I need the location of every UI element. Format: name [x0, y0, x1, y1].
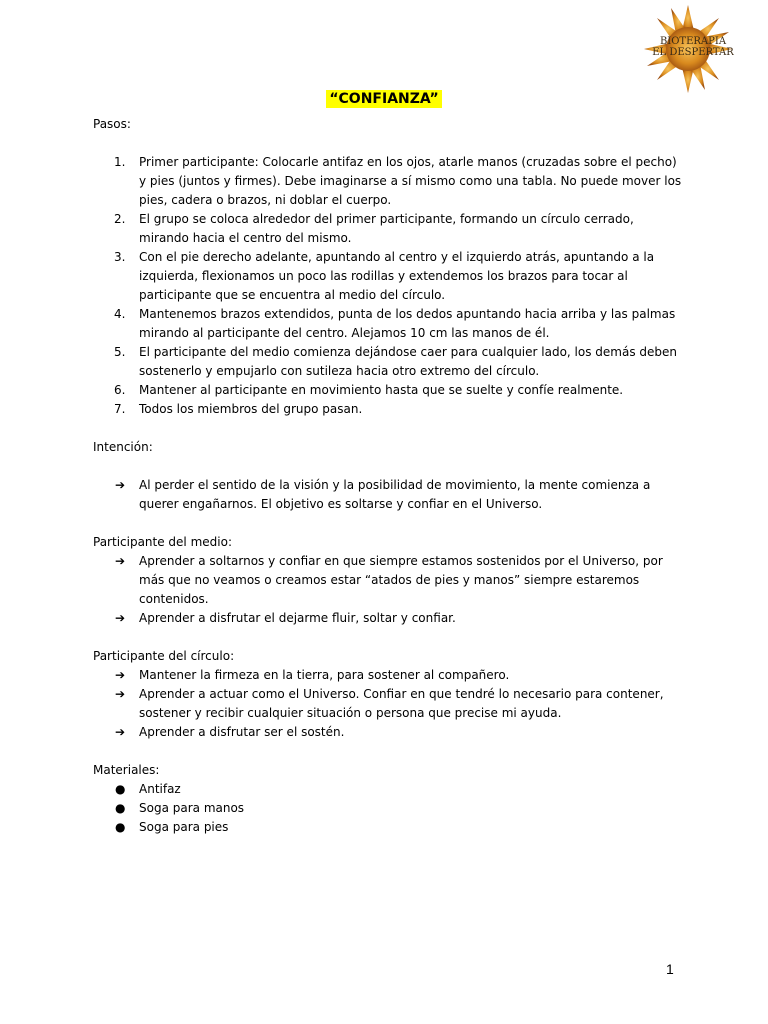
item-text: Mantenemos brazos extendidos, punta de los dedos apuntando hacia arriba y las palmas mirando al participante del centro. Alejamos 10 cm las manos de él.	[139, 307, 676, 340]
item-text: Con el pie derecho adelante, apuntando al centro y el izquierdo atrás, apuntando a la izquierda, flexionamos un poco las rodillas y extendemos los brazos para tocar al participante que se encuentra al medio del círculo.	[139, 250, 655, 302]
logo-line-2: EL DESPERTAR	[652, 47, 734, 58]
item-text: Mantener al participante en movimiento hasta que se suelte y confíe realmente.	[139, 383, 624, 397]
list-item	[93, 818, 683, 837]
title-container	[0, 90, 768, 109]
item-text: El grupo se coloca alrededor del primer participante, formando un círculo cerrado, mirando hacia el centro del mismo.	[139, 212, 634, 245]
document-title: “CONFIANZA”	[326, 90, 441, 108]
spacer	[93, 419, 683, 438]
item-text: El participante del medio comienza dejándose caer para cualquier lado, los demás deben sostenerlo y empujarlo con sutileza hacia otro extremo del círculo.	[139, 345, 677, 378]
item-text: Antifaz	[139, 782, 181, 796]
list-item	[93, 305, 683, 343]
item-number: 1.	[114, 155, 126, 169]
arrow-icon: ➔	[115, 611, 126, 625]
list-item	[93, 248, 683, 305]
list-item	[93, 210, 683, 248]
item-number: 4.	[114, 307, 126, 321]
pasos-heading: Pasos:	[93, 117, 131, 131]
item-text: Todos los miembros del grupo pasan.	[139, 402, 363, 416]
bullet-icon: ●	[115, 820, 126, 834]
arrow-icon: ➔	[115, 554, 126, 568]
sun-logo-icon	[636, 4, 740, 94]
spacer	[93, 134, 683, 153]
item-text: Aprender a actuar como el Universo. Confiar en que tendré lo necesario para contener, sostener y recibir cualquier situación o persona que precise mi ayuda.	[139, 687, 664, 720]
circulo-heading: Participante del círculo:	[93, 649, 235, 663]
bullet-icon: ●	[115, 801, 126, 815]
page-number: 1	[666, 961, 674, 977]
list-item	[93, 799, 683, 818]
item-number: 6.	[114, 383, 126, 397]
intencion-heading: Intención:	[93, 440, 153, 454]
item-text: Soga para manos	[139, 801, 245, 815]
list-item	[93, 685, 683, 723]
list-item	[93, 552, 683, 609]
pasos-list	[93, 153, 683, 419]
list-item	[93, 780, 683, 799]
list-item	[93, 476, 683, 514]
medio-list	[93, 552, 683, 628]
arrow-icon: ➔	[115, 687, 126, 701]
item-text: Mantener la firmeza en la tierra, para sostener al compañero.	[139, 668, 510, 682]
item-number: 5.	[114, 345, 126, 359]
materiales-heading: Materiales:	[93, 763, 160, 777]
item-text: Soga para pies	[139, 820, 229, 834]
circulo-list	[93, 666, 683, 742]
item-number: 2.	[114, 212, 126, 226]
list-item	[93, 153, 683, 210]
item-number: 7.	[114, 402, 126, 416]
item-text: Primer participante: Colocarle antifaz en los ojos, atarle manos (cruzadas sobre el pecho) y pies (juntos y firmes). Debe imaginarse a sí mismo como una tabla. No puede mover los pies, cadera o brazos, ni doblar el cuerpo.	[139, 155, 682, 207]
spacer	[93, 742, 683, 761]
intencion-list	[93, 476, 683, 514]
document-body	[93, 115, 683, 837]
medio-heading: Participante del medio:	[93, 535, 232, 549]
spacer	[93, 514, 683, 533]
arrow-icon: ➔	[115, 478, 126, 492]
arrow-icon: ➔	[115, 668, 126, 682]
list-item	[93, 609, 683, 628]
item-text: Aprender a disfrutar ser el sostén.	[139, 725, 345, 739]
list-item	[93, 343, 683, 381]
item-text: Aprender a disfrutar el dejarme fluir, soltar y confiar.	[139, 611, 456, 625]
item-number: 3.	[114, 250, 126, 264]
list-item	[93, 666, 683, 685]
logo-line-1: BIOTERAPIA	[659, 36, 727, 47]
materiales-list	[93, 780, 683, 837]
logo	[636, 4, 740, 94]
list-item	[93, 400, 683, 419]
item-text: Aprender a soltarnos y confiar en que siempre estamos sostenidos por el Universo, por más que no veamos o creamos estar “atados de pies y manos” siempre estaremos contenidos.	[139, 554, 663, 606]
list-item	[93, 381, 683, 400]
item-text: Al perder el sentido de la visión y la posibilidad de movimiento, la mente comienza a querer engañarnos. El objetivo es soltarse y confiar en el Universo.	[139, 478, 651, 511]
arrow-icon: ➔	[115, 725, 126, 739]
spacer	[93, 628, 683, 647]
list-item	[93, 723, 683, 742]
spacer	[93, 457, 683, 476]
bullet-icon: ●	[115, 782, 126, 796]
